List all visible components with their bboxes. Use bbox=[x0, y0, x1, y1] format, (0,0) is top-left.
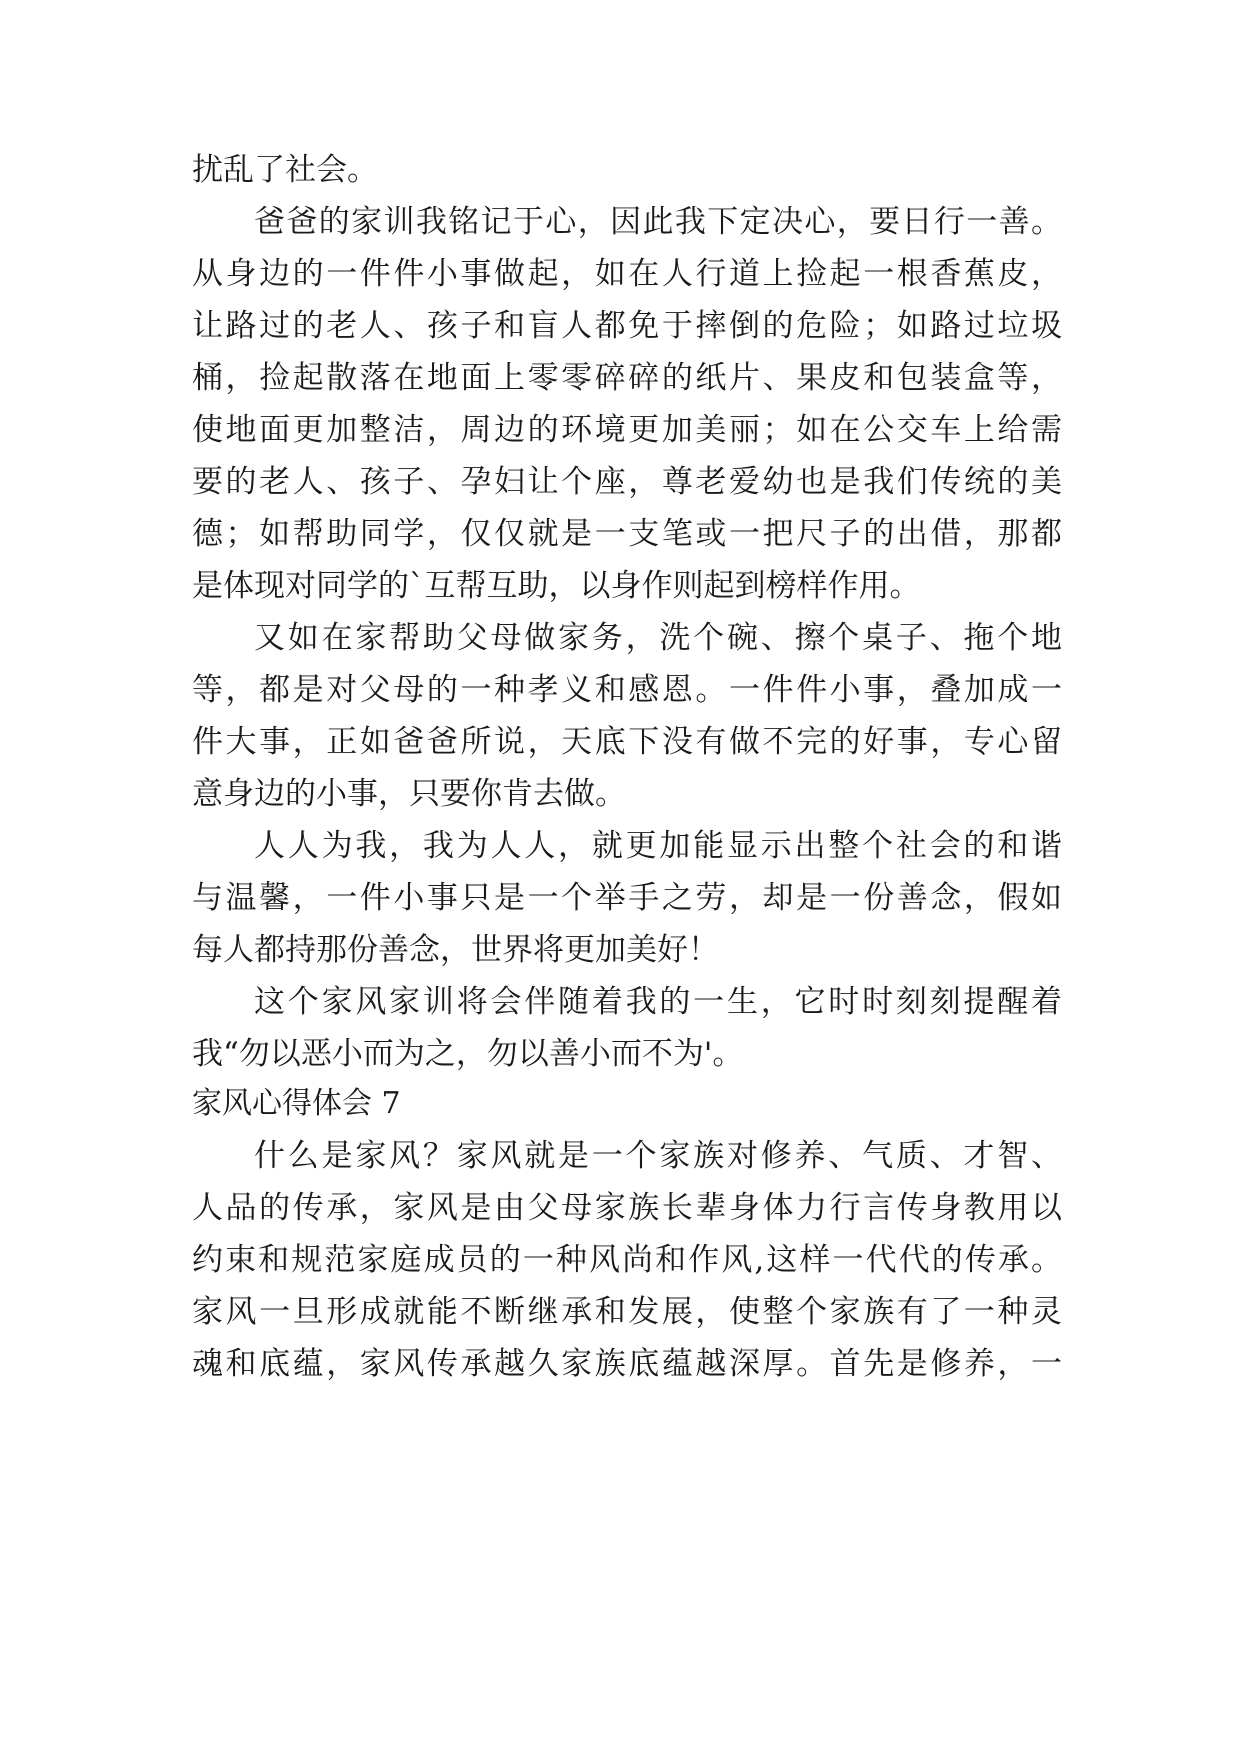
text-line: 每人都持那份善念，世界将更加美好！ bbox=[192, 932, 719, 968]
text-line: 与温馨，一件小事只是一个举手之劳，却是一份善念，假如 bbox=[192, 880, 1062, 916]
text-line: 是体现对同学的`互帮互助，以身作则起到榜样作用。 bbox=[192, 568, 921, 604]
text-line: 魂和底蕴，家风传承越久家族底蕴越深厚。首先是修养，一 bbox=[192, 1346, 1062, 1382]
text-line: 要的老人、孩子、孕妇让个座，尊老爱幼也是我们传统的美 bbox=[192, 464, 1062, 500]
text-line: 家风一旦形成就能不断继承和发展，使整个家族有了一种灵 bbox=[192, 1294, 1062, 1330]
text-line: 从身边的一件件小事做起，如在人行道上捡起一根香蕉皮， bbox=[192, 256, 1062, 292]
paragraph-first-line: 这个家风家训将会伴随着我的一生，它时时刻刻提醒着 bbox=[254, 984, 1062, 1020]
text-line: 等，都是对父母的一种孝义和感恩。一件件小事，叠加成一 bbox=[192, 672, 1062, 708]
paragraph-first-line: 又如在家帮助父母做家务，洗个碗、擦个桌子、拖个地 bbox=[254, 620, 1062, 656]
text-line: 让路过的老人、孩子和盲人都免于摔倒的危险；如路过垃圾 bbox=[192, 308, 1062, 344]
section-heading: 家风心得体会 7 bbox=[192, 1086, 401, 1121]
text-line: 扰乱了社会。 bbox=[192, 152, 378, 188]
paragraph-first-line: 爸爸的家训我铭记于心，因此我下定决心，要日行一善。 bbox=[254, 204, 1062, 240]
text-line: 使地面更加整洁，周边的环境更加美丽；如在公交车上给需 bbox=[192, 412, 1062, 448]
text-line: 人品的传承，家风是由父母家族长辈身体力行言传身教用以 bbox=[192, 1190, 1062, 1226]
paragraph-first-line: 人人为我，我为人人，就更加能显示出整个社会的和谐 bbox=[254, 828, 1062, 864]
paragraph-first-line: 什么是家风？家风就是一个家族对修养、气质、才智、 bbox=[254, 1138, 1062, 1174]
text-line: 约束和规范家庭成员的一种风尚和作风,这样一代代的传承。 bbox=[192, 1242, 1062, 1278]
text-line: 件大事，正如爸爸所说，天底下没有做不完的好事，专心留 bbox=[192, 724, 1062, 760]
text-line: 意身边的小事，只要你肯去做。 bbox=[192, 776, 626, 812]
text-line: 桶，捡起散落在地面上零零碎碎的纸片、果皮和包装盒等， bbox=[192, 360, 1062, 396]
text-line: 我“勿以恶小而为之，勿以善小而不为'。 bbox=[192, 1036, 744, 1072]
text-line: 德；如帮助同学，仅仅就是一支笔或一把尺子的出借，那都 bbox=[192, 516, 1062, 552]
